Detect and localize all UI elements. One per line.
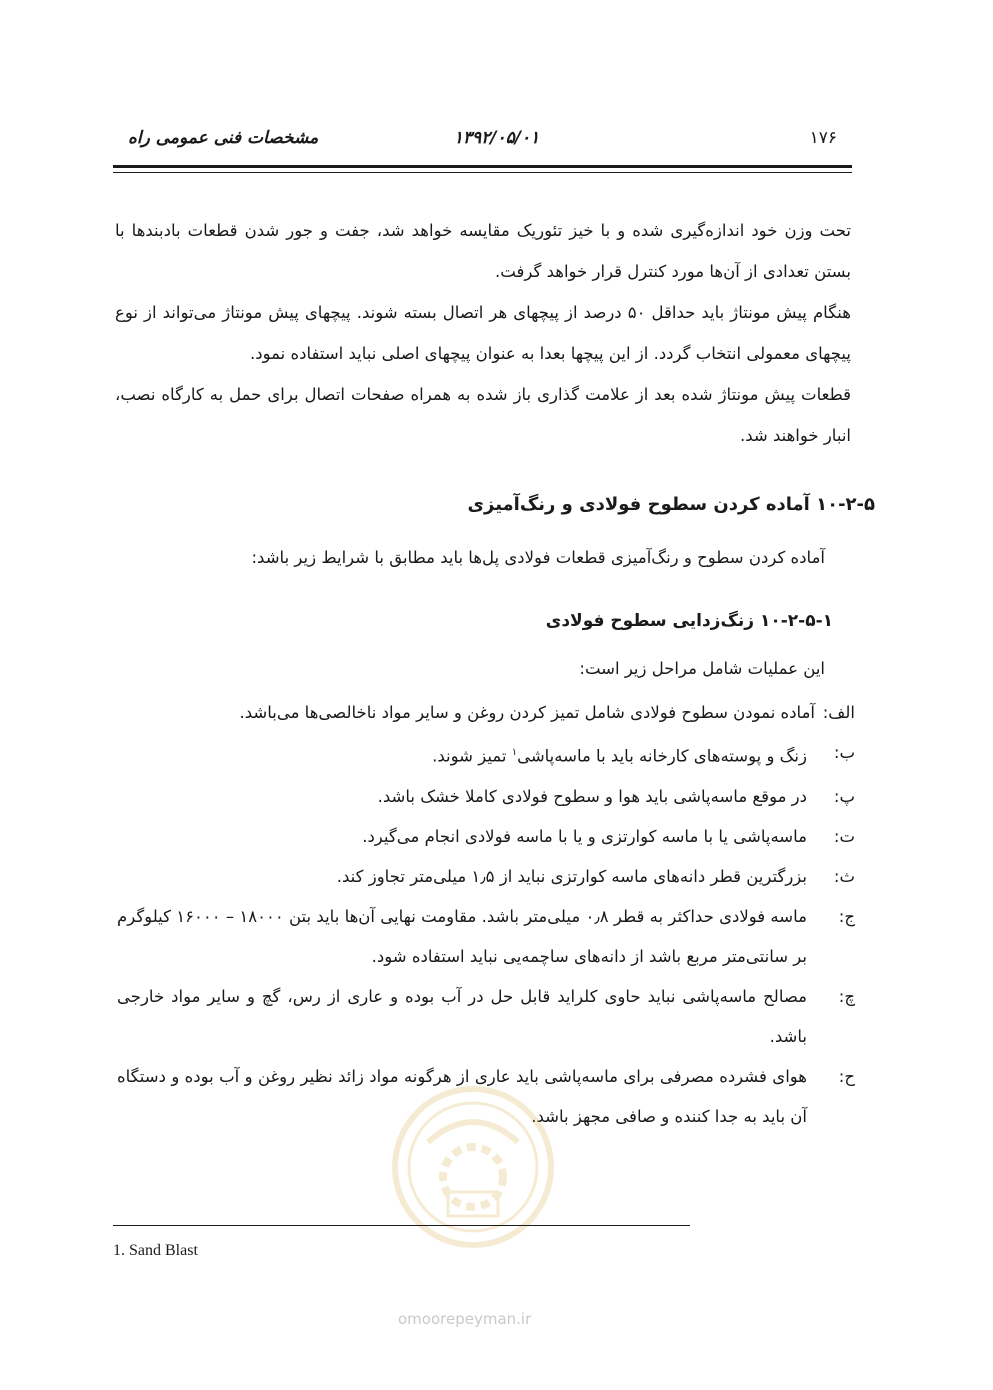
watermark-seal-icon bbox=[388, 1082, 558, 1252]
footnote: 1. Sand Blast bbox=[113, 1242, 198, 1259]
list-item bbox=[117, 977, 855, 1057]
list-item-label: ج: bbox=[838, 906, 855, 926]
header-date: ۱۳۹۲/۰۵/۰۱ bbox=[453, 128, 540, 148]
list-item-text: زنگ و پوسته‌های کارخانه باید با ماسه‌پاشی bbox=[517, 746, 807, 766]
list-item-text: بزرگترین قطر دانه‌های ماسه کوارتزی نباید از ۱٫۵ میلی‌متر تجاوز کند. bbox=[336, 866, 807, 886]
list-item-text: ماسه فولادی حداکثر به قطر ۰٫۸ میلی‌متر باشد. مقاومت نهایی آن‌ها باید بتن ۱۸۰۰۰ – ۱۶۰۰۰ کیلوگرم بر سانتی‌متر مربع باشد از دانه‌های ساچمه‌یی نباید استفاده شود. bbox=[117, 906, 807, 966]
list-item-text: در موقع ماسه‌پاشی باید هوا و سطوح فولادی کاملا خشک باشد. bbox=[377, 786, 807, 806]
list-item bbox=[117, 777, 855, 817]
subsection-intro: این عملیات شامل مراحل زیر است: bbox=[579, 659, 825, 678]
page-number: ۱۷۶ bbox=[809, 128, 837, 148]
subsection-heading: ۱۰-۲-۵-۱ زنگ‌زدایی سطوح فولادی bbox=[545, 611, 833, 631]
list-item bbox=[117, 693, 855, 733]
list-item-label: ب: bbox=[833, 743, 855, 762]
paragraph: قطعات پیش مونتاژ شده بعد از علامت گذاری باز شده به همراه صفحات اتصال برای حمل به کارگاه نصب، انبار خواهند شد. bbox=[115, 385, 851, 445]
list-item-label: چ: bbox=[838, 986, 855, 1006]
paragraph: تحت وزن خود اندازه‌گیری شده و با خیز تئوریک مقایسه خواهد شد، جفت و جور شدن قطعات بادبندها با بستن تعدادی از آن‌ها مورد کنترل قرار خواهد گرفت. bbox=[115, 221, 851, 281]
list-item bbox=[117, 733, 855, 777]
list-item-label: ح: bbox=[838, 1066, 855, 1086]
footnote-marker[interactable]: ۱ bbox=[511, 747, 518, 758]
list-item-label: الف: bbox=[822, 703, 855, 722]
body-text bbox=[115, 210, 851, 456]
list-item-text: ماسه‌پاشی یا با ماسه کوارتزی و یا با ماسه فولادی انجام می‌گیرد. bbox=[362, 826, 807, 846]
list-item-text: مصالح ماسه‌پاشی نباید حاوی کلراید قابل حل در آب بوده و عاری از رس، گچ و سایر مواد خارجی باشد. bbox=[117, 986, 807, 1046]
header-rule-thin bbox=[113, 172, 852, 173]
list-item-text-continued: تمیز شوند. bbox=[432, 746, 512, 766]
section-heading: ۱۰-۲-۵ آماده کردن سطوح فولادی و رنگ‌آمیزی bbox=[467, 494, 875, 515]
list-item-label: ت: bbox=[833, 826, 855, 846]
list-item-label: ث: bbox=[833, 866, 855, 886]
list-item-label: پ: bbox=[833, 786, 855, 806]
header-rule-thick bbox=[113, 165, 852, 168]
list-item bbox=[117, 857, 855, 897]
list-item bbox=[117, 897, 855, 977]
list-item-text: آماده نمودن سطوح فولادی شامل تمیز کردن روغن و سایر مواد ناخالصی‌ها می‌باشد. bbox=[239, 703, 815, 722]
list-item-text: هوای فشرده مصرفی برای ماسه‌پاشی باید عاری از هرگونه مواد زائد نظیر روغن و آب بوده و دستگاه آن باید به جدا کننده و صافی مجهز باشد. bbox=[117, 1066, 807, 1126]
steps-list bbox=[117, 693, 855, 1137]
list-item bbox=[117, 817, 855, 857]
header-title: مشخصات فنی عمومی راه bbox=[128, 128, 319, 148]
section-intro: آماده کردن سطوح و رنگ‌آمیزی قطعات فولادی پل‌ها باید مطابق با شرایط زیر باشد: bbox=[251, 548, 825, 567]
watermark-site: omoorepeyman.ir bbox=[398, 1310, 532, 1328]
paragraph: هنگام پیش مونتاژ باید حداقل ۵۰ درصد از پیچهای هر اتصال بسته شوند. پیچهای پیش مونتاژ می‌تواند از نوع پیچهای معمولی انتخاب گردد. از این پیچها بعدا به عنوان پیچهای اصلی نباید استفاده نمود. bbox=[115, 303, 851, 363]
footnote-rule bbox=[113, 1225, 690, 1226]
